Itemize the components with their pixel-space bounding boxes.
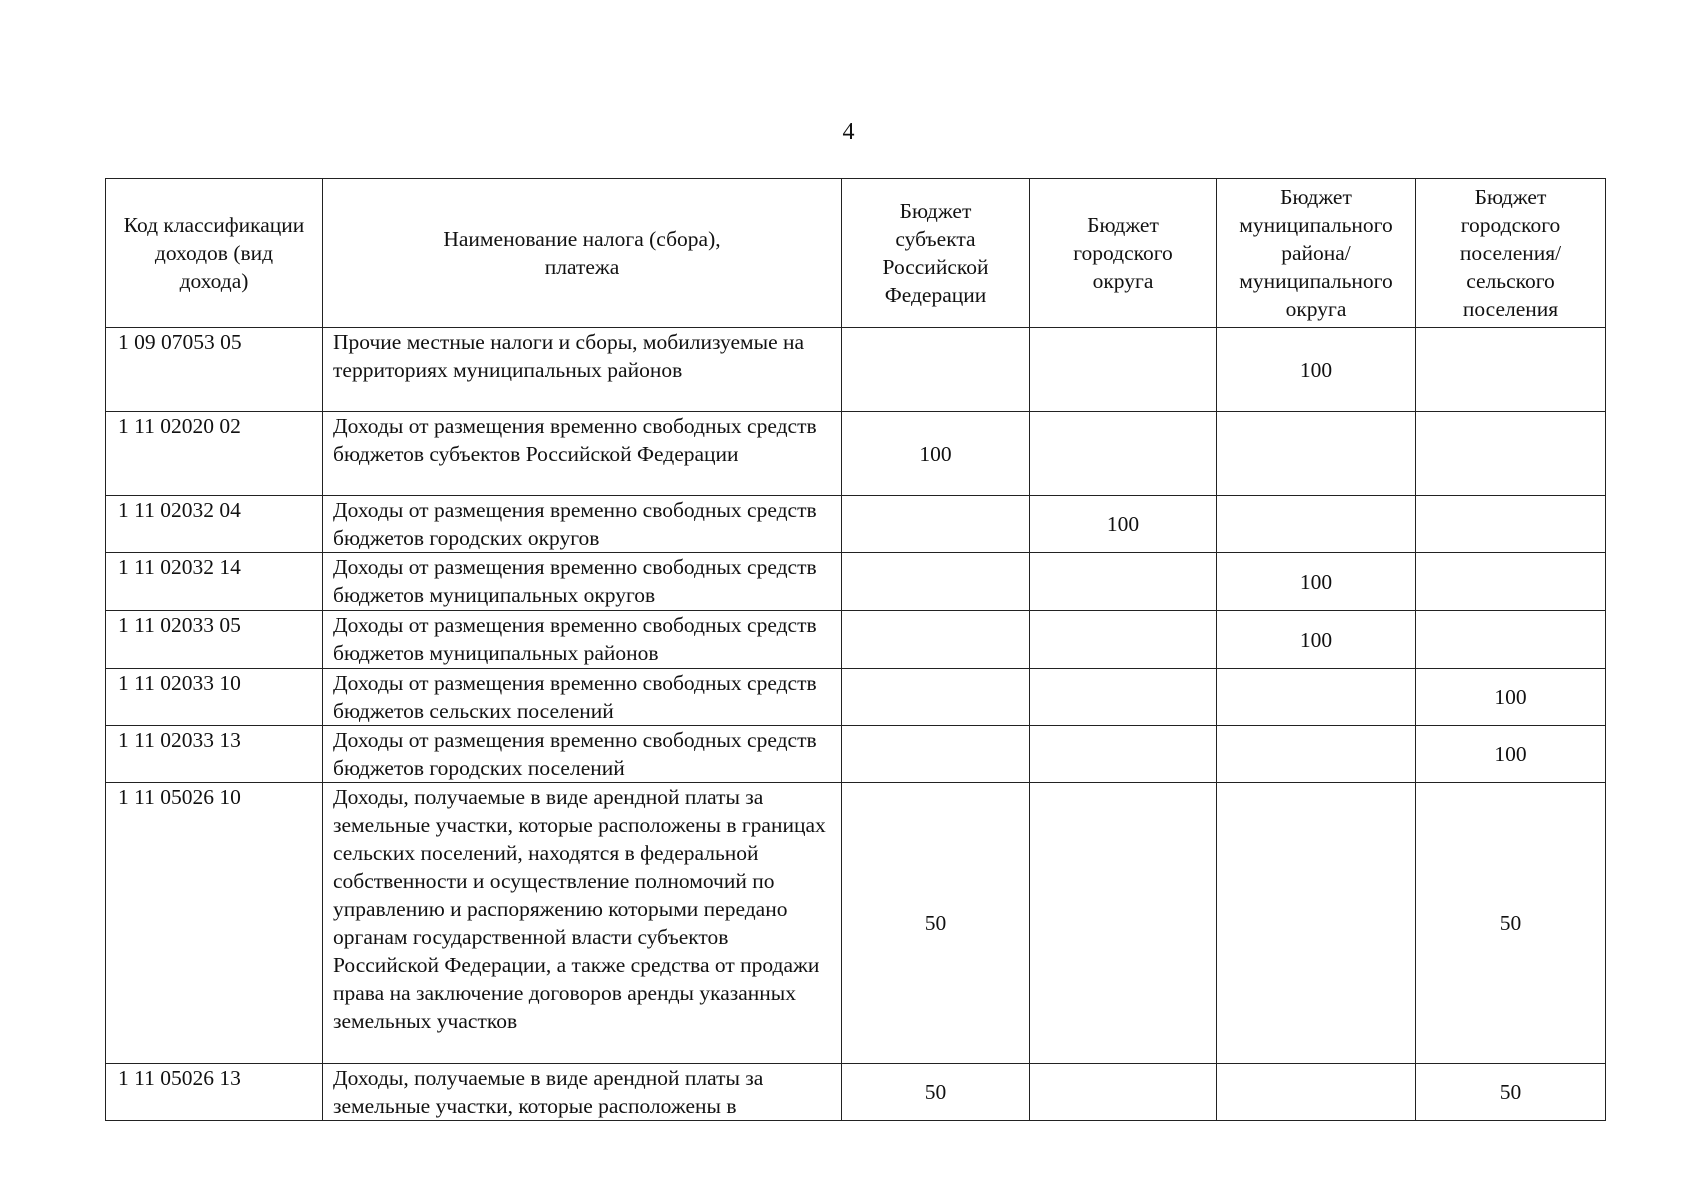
income-name: Доходы от размещения временно свободных средств бюджетов сельских поселений [323,669,842,726]
subject-budget-share [842,611,1030,669]
header-code: Код классификации доходов (вид дохода) [106,179,323,328]
subject-budget-share [842,496,1030,553]
header-municipal-budget: Бюджет муниципального района/ муниципального округа [1217,179,1416,328]
header-subject-budget: Бюджет субъекта Российской Федерации [842,179,1030,328]
city-district-budget-share [1030,553,1217,611]
city-district-budget-share [1030,783,1217,1064]
city-district-budget-share [1030,611,1217,669]
subject-budget-share: 100 [842,412,1030,496]
settlement-budget-share: 50 [1416,783,1606,1064]
municipal-budget-share: 100 [1217,328,1416,412]
table-row [106,669,1606,726]
header-row [106,179,1606,328]
income-code: 1 11 05026 13 [106,1064,323,1121]
settlement-budget-share [1416,611,1606,669]
table-row [106,783,1606,1064]
settlement-budget-share [1416,412,1606,496]
subject-budget-share [842,726,1030,783]
subject-budget-share [842,669,1030,726]
table-row [106,611,1606,669]
municipal-budget-share: 100 [1217,611,1416,669]
income-name: Доходы, получаемые в виде арендной платы за земельные участки, которые расположены в границах сельских поселений, находятся в федеральной собственности и осуществление полномочий по управлению и распоряжению которыми передано органам государственной власти субъектов Российской Федерации, а также средства от продажи права на заключение договоров аренды указанных земельных участков [323,783,842,1064]
income-code: 1 11 02032 04 [106,496,323,553]
income-code: 1 11 02032 14 [106,553,323,611]
city-district-budget-share [1030,412,1217,496]
table-header [106,179,1606,328]
municipal-budget-share [1217,726,1416,783]
municipal-budget-share: 100 [1217,553,1416,611]
income-name: Доходы от размещения временно свободных средств бюджетов муниципальных округов [323,553,842,611]
table-body [106,328,1606,1121]
city-district-budget-share [1030,669,1217,726]
income-name: Прочие местные налоги и сборы, мобилизуемые на территориях муниципальных районов [323,328,842,412]
table-row [106,412,1606,496]
settlement-budget-share [1416,496,1606,553]
city-district-budget-share: 100 [1030,496,1217,553]
income-name: Доходы от размещения временно свободных средств бюджетов городских поселений [323,726,842,783]
income-name: Доходы от размещения временно свободных средств бюджетов городских округов [323,496,842,553]
table-row [106,328,1606,412]
page-number: 4 [842,119,855,145]
municipal-budget-share [1217,1064,1416,1121]
income-name: Доходы от размещения временно свободных средств бюджетов муниципальных районов [323,611,842,669]
table-row [106,726,1606,783]
settlement-budget-share: 50 [1416,1064,1606,1121]
settlement-budget-share: 100 [1416,669,1606,726]
income-name: Доходы, получаемые в виде арендной платы за земельные участки, которые расположены в [323,1064,842,1121]
revenue-distribution-table [105,178,1606,1121]
subject-budget-share: 50 [842,1064,1030,1121]
income-code: 1 11 05026 10 [106,783,323,1064]
municipal-budget-share [1217,496,1416,553]
subject-budget-share [842,328,1030,412]
city-district-budget-share [1030,1064,1217,1121]
income-name: Доходы от размещения временно свободных средств бюджетов субъектов Российской Федерации [323,412,842,496]
header-settlement-budget: Бюджет городского поселения/ сельского поселения [1416,179,1606,328]
subject-budget-share [842,553,1030,611]
income-code: 1 11 02033 13 [106,726,323,783]
income-code: 1 11 02033 05 [106,611,323,669]
settlement-budget-share [1416,328,1606,412]
municipal-budget-share [1217,412,1416,496]
municipal-budget-share [1217,783,1416,1064]
table-row [106,1064,1606,1121]
municipal-budget-share [1217,669,1416,726]
table-row [106,496,1606,553]
income-code: 1 11 02020 02 [106,412,323,496]
header-name: Наименование налога (сбора), платежа [323,179,842,328]
income-code: 1 09 07053 05 [106,328,323,412]
table-row [106,553,1606,611]
subject-budget-share: 50 [842,783,1030,1064]
settlement-budget-share: 100 [1416,726,1606,783]
header-city-district-budget: Бюджет городского округа [1030,179,1217,328]
city-district-budget-share [1030,726,1217,783]
income-code: 1 11 02033 10 [106,669,323,726]
settlement-budget-share [1416,553,1606,611]
city-district-budget-share [1030,328,1217,412]
